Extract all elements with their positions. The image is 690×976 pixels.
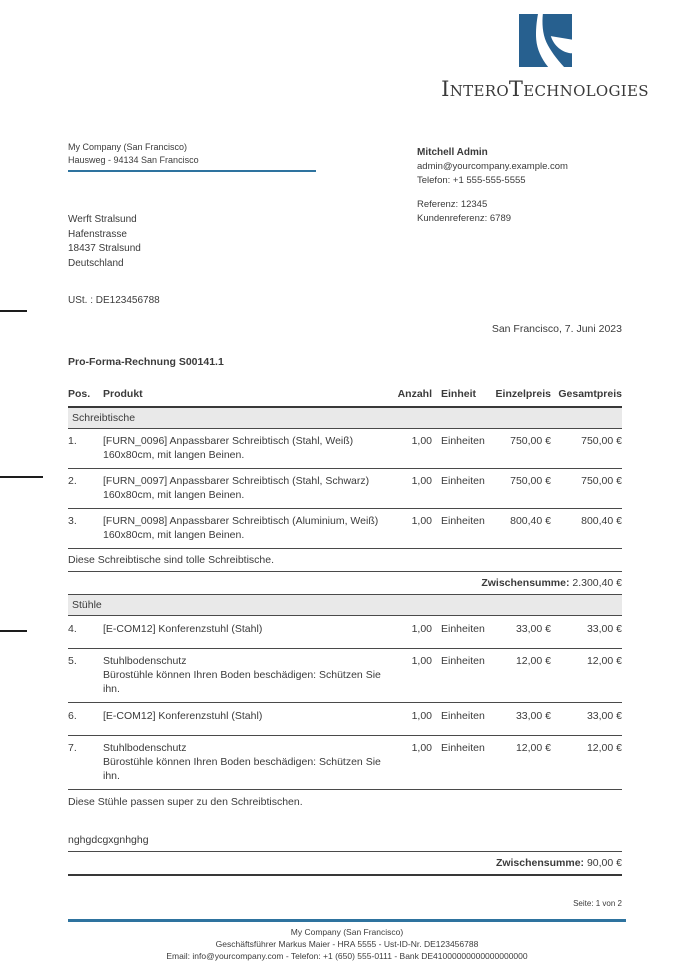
- item-row: [68, 616, 622, 649]
- note-row: nghgdcgxgnhghg: [68, 829, 622, 852]
- item-qty: 1,00: [411, 655, 432, 667]
- item-row: [68, 736, 622, 790]
- item-name: [E-COM12] Konferenzstuhl (Stahl): [103, 710, 263, 722]
- header-total: Gesamtpreis: [558, 388, 622, 400]
- recipient-city: 18437 Stralsund: [68, 243, 141, 254]
- item-unit-price: 33,00 €: [515, 710, 551, 722]
- item-qty: 1,00: [411, 742, 432, 754]
- item-qty: 1,00: [411, 435, 432, 447]
- item-pos: 2.: [68, 475, 77, 487]
- fold-mark: [0, 630, 27, 632]
- item-total: 12,00 €: [586, 742, 622, 754]
- item-description: 160x80cm, mit langen Beinen.: [103, 449, 245, 461]
- recipient-street: Hafenstrasse: [68, 228, 127, 240]
- item-row: [68, 649, 622, 703]
- item-pos: 3.: [68, 515, 77, 527]
- contact-name: Mitchell Admin: [417, 147, 488, 158]
- item-pos: 5.: [68, 655, 77, 667]
- item-row: [68, 703, 622, 736]
- item-total: 12,00 €: [586, 655, 622, 667]
- item-unit: Einheiten: [441, 742, 485, 754]
- item-unit: Einheiten: [441, 655, 485, 667]
- item-unit: Einheiten: [441, 710, 485, 722]
- item-product: [103, 709, 387, 723]
- sender-address: [68, 141, 316, 172]
- footer-legal: Geschäftsführer Markus Maier - HRA 5555 - Ust-ID-Nr. DE123456788: [215, 939, 479, 949]
- item-total: 800,40 €: [581, 515, 622, 527]
- item-unit-price: 750,00 €: [510, 475, 551, 487]
- brand-initial: I: [441, 77, 450, 101]
- contact-email: admin@yourcompany.example.com: [417, 161, 568, 172]
- item-row: [68, 469, 622, 509]
- item-total: 33,00 €: [586, 710, 622, 722]
- item-unit: Einheiten: [441, 515, 485, 527]
- document-date: San Francisco, 7. Juni 2023: [491, 323, 622, 335]
- brand-wordmark: [418, 77, 672, 101]
- table-header: [68, 383, 622, 408]
- item-pos: 1.: [68, 435, 77, 447]
- item-total: 750,00 €: [581, 435, 622, 447]
- item-total: 750,00 €: [581, 475, 622, 487]
- item-qty: 1,00: [411, 710, 432, 722]
- header-unit-price: Einzelpreis: [495, 388, 551, 400]
- item-name: Stuhlbodenschutz: [103, 742, 187, 754]
- customer-reference: Kundenreferenz: 6789: [417, 213, 512, 224]
- item-name: [FURN_0096] Anpassbarer Schreibtisch (Stahl, Weiß): [103, 435, 354, 447]
- item-name: Stuhlbodenschutz: [103, 655, 187, 667]
- item-row: [68, 429, 622, 469]
- subtotal-label: Zwischensumme:: [481, 577, 570, 589]
- subtotal-label: Zwischensumme:: [495, 857, 585, 869]
- item-name: [E-COM12] Konferenzstuhl (Stahl): [103, 623, 263, 635]
- punch-mark: [0, 476, 43, 478]
- brand-text: NTERO: [449, 82, 509, 100]
- brand-initial: T: [508, 77, 524, 101]
- item-unit-price: 12,00 €: [515, 655, 551, 667]
- item-pos: 4.: [68, 623, 77, 635]
- item-unit-price: 12,00 €: [515, 742, 551, 754]
- section-row: Schreibtische: [68, 408, 622, 429]
- item-unit: Einheiten: [441, 475, 485, 487]
- header-qty: Anzahl: [397, 388, 432, 400]
- page-footer: [68, 919, 626, 962]
- item-description: 160x80cm, mit langen Beinen.: [103, 489, 245, 501]
- recipient-address: [68, 213, 141, 271]
- item-unit-price: 33,00 €: [515, 623, 551, 635]
- footer-company: My Company (San Francisco): [290, 927, 404, 937]
- item-row: [68, 509, 622, 549]
- item-name: [FURN_0098] Anpassbarer Schreibtisch (Aluminium, Weiß): [103, 515, 379, 527]
- item-unit-price: 800,40 €: [510, 515, 551, 527]
- fold-mark: [0, 310, 27, 312]
- item-name: [FURN_0097] Anpassbarer Schreibtisch (Stahl, Schwarz): [103, 475, 370, 487]
- item-description: 160x80cm, mit langen Beinen.: [103, 529, 245, 541]
- item-total: 33,00 €: [586, 623, 622, 635]
- item-product: [103, 474, 387, 502]
- brand-text: ECHNOLOGIES: [523, 82, 649, 100]
- note-row: Diese Schreibtische sind tolle Schreibtische.: [68, 549, 622, 572]
- page-number: Seite: 1 von 2: [573, 899, 622, 908]
- footer-divider: [68, 919, 626, 922]
- item-description: Bürostühle können Ihren Boden beschädigen: Schützen Sie ihn.: [103, 756, 381, 782]
- company-logo: [418, 14, 672, 101]
- subtotal-value: 90,00 €: [584, 857, 622, 869]
- contact-info: [417, 146, 568, 226]
- item-description: Bürostühle können Ihren Boden beschädigen: Schützen Sie ihn.: [103, 669, 381, 695]
- item-qty: 1,00: [411, 623, 432, 635]
- section-row: Stühle: [68, 595, 622, 616]
- item-qty: 1,00: [411, 515, 432, 527]
- recipient-country: Deutschland: [68, 257, 124, 269]
- vat-number: USt. : DE123456788: [68, 295, 160, 306]
- item-pos: 6.: [68, 710, 77, 722]
- sender-company: My Company (San Francisco): [68, 142, 188, 152]
- subtotal-row: [68, 852, 622, 876]
- item-unit: Einheiten: [441, 623, 485, 635]
- contact-phone: Telefon: +1 555-555-5555: [417, 175, 526, 186]
- header-product: Produkt: [103, 388, 143, 400]
- subtotal-value: 2.300,40 €: [569, 577, 622, 589]
- item-qty: 1,00: [411, 475, 432, 487]
- item-pos: 7.: [68, 742, 77, 754]
- item-product: [103, 654, 387, 696]
- reference: Referenz: 12345: [417, 199, 488, 210]
- company-logo-icon: [519, 14, 572, 67]
- subtotal-row: [68, 572, 622, 595]
- recipient-name: Werft Stralsund: [68, 214, 137, 225]
- item-unit-price: 750,00 €: [510, 435, 551, 447]
- item-product: [103, 622, 387, 636]
- footer-contact: Email: info@yourcompany.com - Telefon: +1 (650) 555-0111 - Bank DE41000000000000000000: [166, 951, 528, 961]
- document-title: Pro-Forma-Rechnung S00141.1: [68, 356, 224, 368]
- item-product: [103, 514, 387, 542]
- header-pos: Pos.: [68, 388, 91, 400]
- invoice-table: [68, 383, 622, 876]
- item-unit: Einheiten: [441, 435, 485, 447]
- header-unit: Einheit: [441, 388, 477, 400]
- item-product: [103, 434, 387, 462]
- item-product: [103, 741, 387, 783]
- note-row: Diese Stühle passen super zu den Schreibtischen.: [68, 796, 303, 808]
- sender-street: Hausweg - 94134 San Francisco: [68, 155, 199, 165]
